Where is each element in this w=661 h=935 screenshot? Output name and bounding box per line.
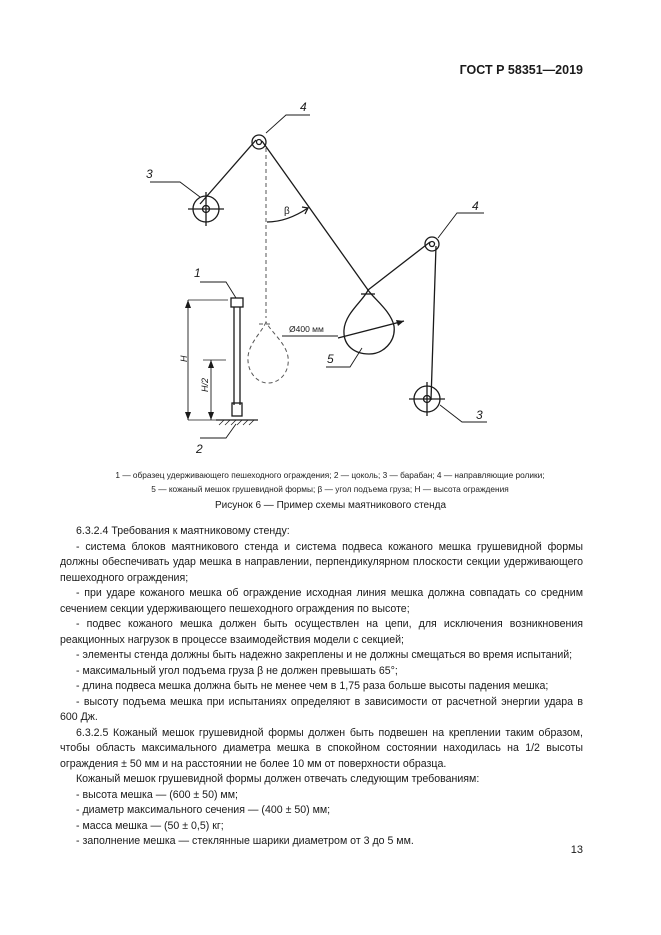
- label-4-top: 4: [300, 100, 307, 114]
- document-header: ГОСТ Р 58351—2019: [459, 63, 583, 77]
- right-drum: [409, 382, 445, 416]
- left-drum: [188, 192, 224, 226]
- paragraph: - длина подвеса мешка должна быть не менее чем в 1,75 раза больше высоты падения мешка;: [76, 680, 549, 692]
- cable-bag-to-right-roller: [368, 242, 430, 290]
- beta-label: β: [284, 206, 290, 217]
- paragraph: - высоту подъема мешка при испытаниях определяют в зависимости от расчетной энергии удара в 600 Дж.: [60, 695, 583, 723]
- paragraph: - заполнение мешка — стеклянные шарики диаметром от 3 до 5 мм.: [76, 835, 414, 847]
- label-4-right: 4: [472, 199, 479, 213]
- paragraph: - высота мешка — (600 ± 50) мм;: [76, 788, 238, 801]
- figure-caption: Рисунок 6 — Пример схемы маятникового стенда: [214, 500, 447, 511]
- cable-drum-to-top-roller: [200, 140, 256, 204]
- label-3-left: 3: [146, 167, 153, 181]
- diameter-label: Ø400 мм: [289, 324, 324, 334]
- paragraph: - диаметр максимального сечения — (400 ± 50) мм;: [76, 804, 331, 816]
- label-3-right: 3: [476, 408, 483, 422]
- test-sample-post: [231, 298, 243, 416]
- paragraph: - система блоков маятникового стенда и система подвеса кожаного мешка грушевидной формы должны обеспечивать удар мешка в направлении, перпендикулярном плоскости секции удерживающего пешеходного ограждения;: [60, 540, 583, 584]
- paragraph: - при ударе кожаного мешка об ограждение исходная линия мешка должна совпадать со средним сечением секции удерживающего пешеходного ограждения по высоте;: [60, 587, 583, 615]
- body-text: [60, 524, 583, 850]
- label-2: 2: [196, 442, 203, 456]
- paragraph: Кожаный мешок грушевидной формы должен отвечать следующим требованиям:: [76, 773, 480, 785]
- rest-bag: [248, 322, 288, 383]
- raised-bag: [344, 290, 394, 354]
- cable-top-roller-to-bag: [262, 141, 368, 290]
- cable-right-roller-to-drum: [431, 246, 436, 400]
- label-1: 1: [194, 266, 201, 280]
- figure-legend: [60, 468, 600, 496]
- legend-line: 5 — кожаный мешок грушевидной формы; β — угол подъема груза; H — высота ограждения: [151, 484, 509, 494]
- paragraph: - максимальный угол подъема груза β не должен превышать 65°;: [76, 664, 398, 677]
- h-label: H: [179, 355, 189, 362]
- page-number: 13: [570, 844, 583, 856]
- paragraph: - масса мешка — (50 ± 0,5) кг;: [76, 819, 224, 832]
- paragraph: - элементы стенда должны быть надежно закреплены и не должны смещаться во время испытаний;: [76, 649, 573, 661]
- label-5: 5: [327, 352, 334, 366]
- legend-line: 1 — образец удерживающего пешеходного ограждения; 2 — цоколь; 3 — барабан; 4 — направляющие ролики;: [115, 470, 545, 480]
- h-half-label: H/2: [200, 377, 210, 392]
- paragraph: - подвес кожаного мешка должен быть осуществлен на цепи, для исключения возникновения реакционных нагрузок в процессе взаимодействия модели с секцией;: [60, 618, 583, 646]
- paragraph: 6.3.2.5 Кожаный мешок грушевидной формы должен быть подвешен на креплении таким образом, чтобы область максимального диаметра мешка в спокойном состоянии находилась на 1/2 высоты ограждения ± 50 мм и на расстоянии не более 10 мм от поверхности образца.: [60, 726, 583, 770]
- paragraph: 6.3.2.4 Требования к маятниковому стенду:: [76, 525, 290, 537]
